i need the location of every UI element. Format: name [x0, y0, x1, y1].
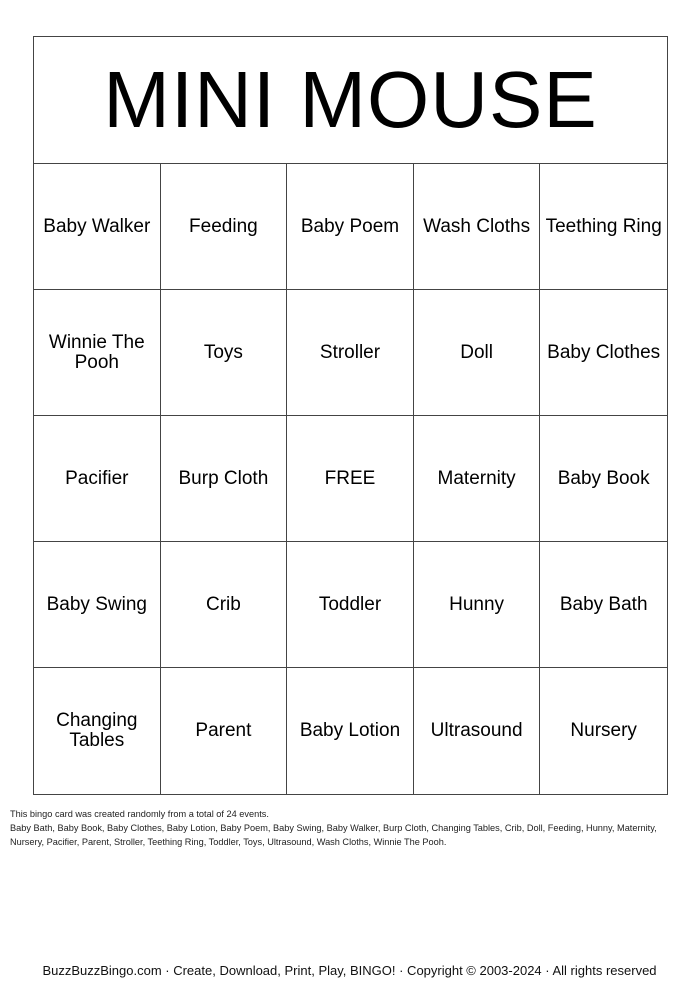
free-space-cell: FREE — [287, 416, 414, 542]
bingo-cell: Wash Cloths — [414, 164, 541, 290]
bingo-cell: Burp Cloth — [161, 416, 288, 542]
bingo-cell: Baby Bath — [540, 542, 667, 668]
bingo-cell: Baby Walker — [34, 164, 161, 290]
bingo-cell: Baby Poem — [287, 164, 414, 290]
bingo-grid — [34, 164, 667, 794]
bingo-cell: Pacifier — [34, 416, 161, 542]
bingo-cell: Baby Swing — [34, 542, 161, 668]
card-info-summary: This bingo card was created randomly from a total of 24 events. — [10, 809, 269, 819]
bingo-cell: Maternity — [414, 416, 541, 542]
bingo-cell: Toys — [161, 290, 288, 416]
bingo-cell: Teething Ring — [540, 164, 667, 290]
bingo-cell: Parent — [161, 668, 288, 794]
bingo-cell: Crib — [161, 542, 288, 668]
bingo-cell: Baby Lotion — [287, 668, 414, 794]
bingo-cell: Feeding — [161, 164, 288, 290]
bingo-cell: Nursery — [570, 720, 637, 741]
card-info-note — [10, 807, 690, 849]
bingo-cell: Doll — [414, 290, 541, 416]
bingo-card — [33, 36, 668, 795]
site-footer: BuzzBuzzBingo.com · Create, Download, Print, Play, BINGO! · Copyright © 2003-2024 · All rights reserved — [42, 963, 657, 978]
bingo-cell: Changing Tables — [34, 668, 161, 794]
bingo-cell: Hunny — [414, 542, 541, 668]
card-info-event-list: Baby Bath, Baby Book, Baby Clothes, Baby Lotion, Baby Poem, Baby Swing, Baby Walker, Burp Cloth, Changing Tables, Crib, Doll, Feeding, Hunny, Maternity, Nursery, Pacifier, Parent, Stroller, Teething Ring, Toddler, Toys, Ultrasound, Wash Cloths, Winnie The Pooh. — [10, 823, 657, 847]
bingo-cell: Baby Book — [540, 416, 667, 542]
bingo-cell: Baby Clothes — [540, 290, 667, 416]
bingo-cell: Toddler — [287, 542, 414, 668]
card-title: MINI MOUSE — [34, 37, 667, 164]
bingo-cell: Ultrasound — [414, 668, 541, 794]
bingo-cell: Winnie The Pooh — [34, 290, 161, 416]
bingo-cell: Stroller — [287, 290, 414, 416]
